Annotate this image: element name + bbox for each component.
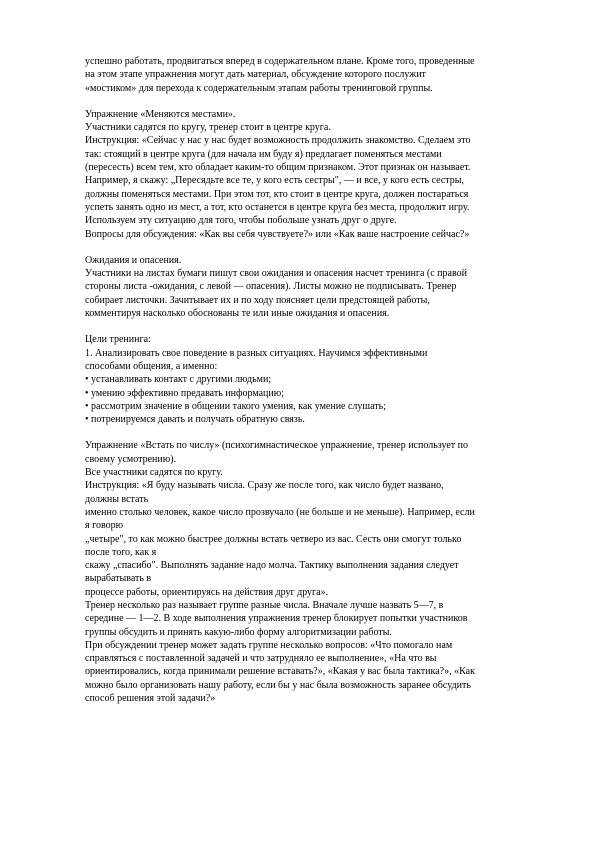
list-item: • потренируемся давать и получать обратную связь. <box>85 414 305 426</box>
text-line: должны поменяться местами. При этом тот, кто стоит в центре круга, должен постараться <box>85 188 469 200</box>
text-line: Вопросы для обсуждения: «Как вы себя чувствуете?» или «Как ваше настроение сейчас?» <box>85 228 470 240</box>
list-item: • устанавливать контакт с другими людьми; <box>85 374 272 386</box>
text-line: 1. Анализировать свое поведение в разных ситуациях. Научимся эффективными <box>85 347 428 359</box>
text-line: вырабатывать в <box>85 573 152 585</box>
text-line: стороны листа -ожидания, с левой — опасения). Листы можно не подписывать. Тренер <box>85 281 457 293</box>
text-line: успеть занять одно из мест, а тот, кто останется в центре круга без места, продолжит игру. <box>85 201 470 213</box>
text-line: Участники на листах бумаги пишут свои ожидания и опасения насчет тренинга (с правой <box>85 268 467 280</box>
text-line: можно было организовать нашу работу, если бы у нас была возможность заранее обсудить <box>85 679 471 691</box>
text-line: способами общения, а именно: <box>85 360 218 372</box>
text-line: Инструкция: «Сейчас у нас у нас будет возможность продолжить знакомство. Сделаем это <box>85 135 471 147</box>
text-line: так: стоящий в центре круга (для начала им буду я) предлагает поменяться местами <box>85 148 442 160</box>
text-line: успешно работать, продвигаться вперед в содержательном плане. Кроме того, проведенные <box>85 56 475 67</box>
text-line: Например, я скажу: „Пересядьте все те, у кого есть сестры", — и все, у кого есть сестры, <box>85 175 465 187</box>
text-line: своему усмотрению). <box>85 453 177 465</box>
text-line: справляться с поставленной задачей и что затрудняло ее выполнение», «На что вы <box>85 653 437 665</box>
text-line: способ решения этой задачи?» <box>85 693 216 705</box>
text-line: скажу „спасибо". Выполнять задание надо молча. Тактику выполнения задания следует <box>85 560 459 572</box>
section-title: Цели тренинга: <box>85 334 151 346</box>
section-title: Упражнение «Встать по числу» (психогимнастическое упражнение, тренер использует по <box>85 440 469 452</box>
text-line: „четыре", то как можно быстрее должны встать четверо из вас. Сесть они смогут только <box>85 533 462 545</box>
intro-paragraph <box>85 55 545 95</box>
text-line: комментируя насколько обоснованы те или иные ожидания и опасения. <box>85 308 390 320</box>
text-line: собирает листочки. Зачитывает их и по ходу поясняет цели предстоящей работы, <box>85 294 430 306</box>
exercise-change-places <box>85 108 545 241</box>
text-line: середине — 1—2. В ходе выполнения упражнения тренер блокирует попытки участников <box>85 613 468 625</box>
text-line: после того, как я <box>85 546 157 558</box>
section-title: Упражнение «Меняются местами». <box>85 108 236 120</box>
text-line: «мостиком» для перехода к содержательным этапам работы тренинговой группы. <box>85 82 433 94</box>
text-line: Используем эту ситуацию для того, чтобы побольше узнать друг о друге. <box>85 215 397 227</box>
text-line: При обсуждении тренер может задать группе несколько вопросов: «Что помогало нам <box>85 639 453 651</box>
text-line: ориентировались, когда принимали решение вставать?», «Какая у вас была тактика?», «Как <box>85 666 475 678</box>
text-line: именно столько человек, какое число прозвучало (не больше и не меньше). Например, если <box>85 506 475 518</box>
text-line: (пересесть) всем тем, кто обладает каким-то общим признаком. Этот признак он называет. <box>85 162 471 174</box>
text-line: я говорю <box>85 520 124 532</box>
list-item: • рассмотрим значение в общении такого умения, как умение слушать; <box>85 400 387 412</box>
text-line: группы обсудить и принять какую-либо форму алгоритмизации работы. <box>85 626 392 638</box>
text-line: Тренер несколько раз называет группе разные числа. Вначале лучше назвать 5—7, в <box>85 599 444 611</box>
section-title: Ожидания и опасения. <box>85 254 182 266</box>
text-line: Инструкция: «Я буду называть числа. Сразу же после того, как число будет названо, <box>85 480 444 492</box>
text-line: должны встать <box>85 493 149 505</box>
training-goals-section <box>85 333 545 426</box>
exercise-stand-by-number <box>85 439 545 705</box>
text-line: на этом этапе упражнения могут дать материал, обсуждение которого послужит <box>85 69 426 81</box>
text-line: процессе работы, ориентируясь на действия друг друга». <box>85 586 329 598</box>
list-item: • умению эффективно предавать информацию; <box>85 387 284 399</box>
text-line: Все участники садятся по кругу. <box>85 467 223 479</box>
expectations-section <box>85 254 545 320</box>
text-line: Участники садятся по кругу, тренер стоит в центре круга. <box>85 122 331 134</box>
